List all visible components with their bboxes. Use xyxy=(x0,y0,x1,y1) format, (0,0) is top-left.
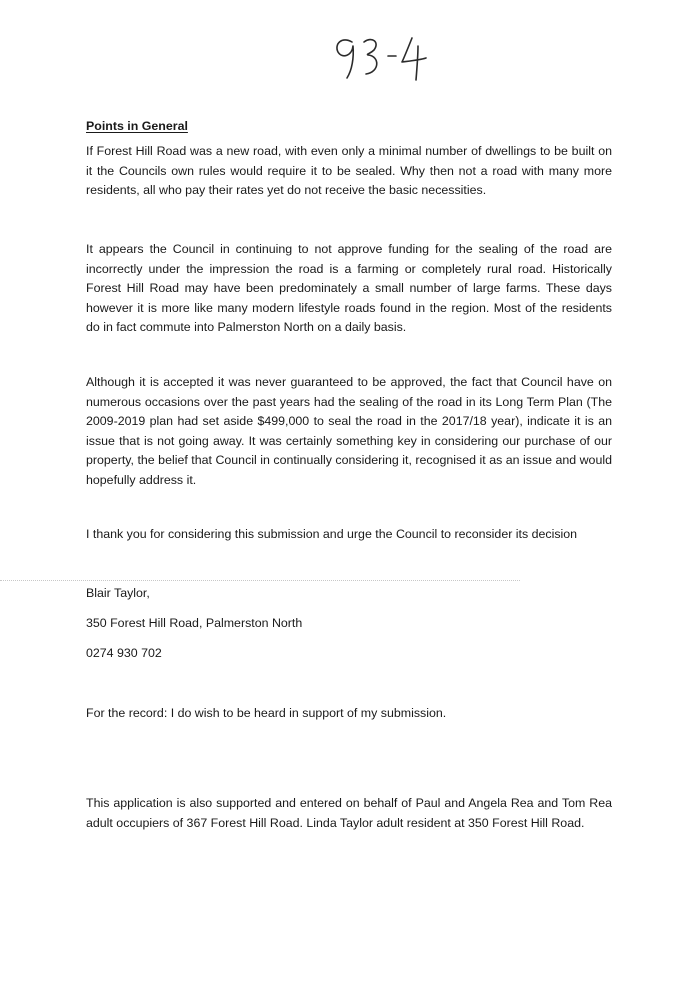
paragraph-1: If Forest Hill Road was a new road, with even only a minimal number of dwellings to be built on it the Councils own rules would require it to be sealed. Why then not a road with many more residents, all who pay their rates yet do not receive the basic necessities. xyxy=(86,144,612,197)
handwritten-page-number xyxy=(300,28,440,88)
paragraph-2: It appears the Council in continuing to not approve funding for the sealing of the road are incorrectly under the impression the road is a farming or completely rural road. Historically Forest Hill Road may have been predominately a small number of large farms. These days however it is more like many modern lifestyle roads found in the region. Most of the residents do in fact commute into Palmerston North on a daily basis. xyxy=(86,242,612,334)
signature-phone: 0274 930 702 xyxy=(86,646,162,660)
scan-artifact-divider xyxy=(0,580,520,581)
support-note: This application is also supported and entered on behalf of Paul and Angela Rea and Tom Rea adult occupiers of 367 Forest Hill Road. Linda Taylor adult resident at 350 Forest Hill Road. xyxy=(86,796,612,830)
paragraph-3: Although it is accepted it was never guaranteed to be approved, the fact that Council have on numerous occasions over the past years had the sealing of the road in its Long Term Plan (The 2009-2019 plan had set aside $499,000 to seal the road in the 2017/18 year), indicate it is an issue that is not going away. It was certainly something key in considering our purchase of our property, the belief that Council in continually considering it, recognised it as an issue and would hopefully address it. xyxy=(86,375,612,487)
section-heading: Points in General xyxy=(86,119,188,133)
signature-address: 350 Forest Hill Road, Palmerston North xyxy=(86,616,303,630)
record-note: For the record: I do wish to be heard in support of my submission. xyxy=(86,706,447,720)
signature-name: Blair Taylor, xyxy=(86,586,150,600)
closing-statement: I thank you for considering this submission and urge the Council to reconsider its decision xyxy=(86,527,578,541)
